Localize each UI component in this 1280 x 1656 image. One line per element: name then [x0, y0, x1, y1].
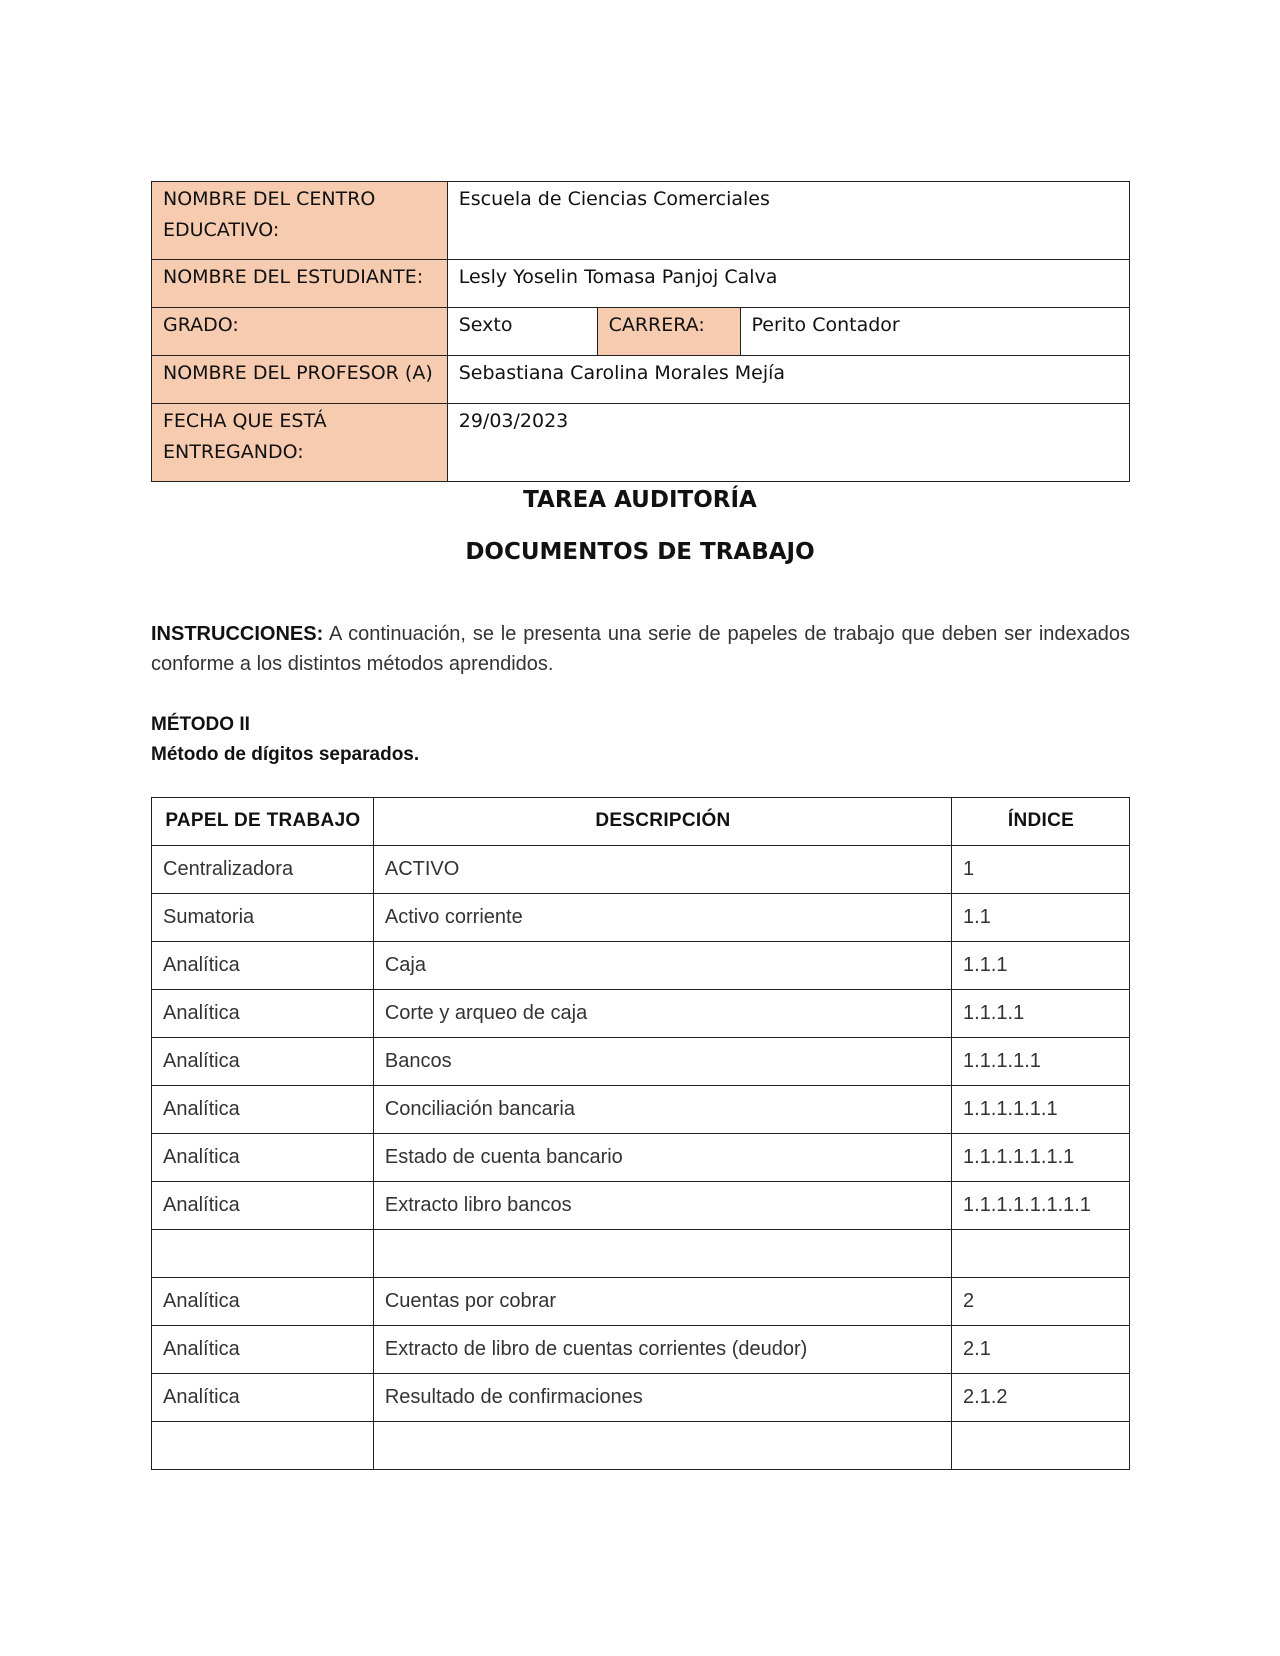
index-table-header-row [152, 798, 1130, 846]
cell-descripcion: Cuentas por cobrar [373, 1278, 951, 1326]
table-row [152, 894, 1130, 942]
cell-indice: 2.1 [952, 1326, 1130, 1374]
cell-descripcion: Activo corriente [373, 894, 951, 942]
cell-papel: Analítica [152, 1326, 374, 1374]
cell-descripcion: Conciliación bancaria [373, 1086, 951, 1134]
grade-label: GRADO: [152, 308, 448, 356]
student-info-table [151, 181, 1130, 482]
career-label: CARRERA: [597, 308, 740, 356]
cell-papel: Analítica [152, 1134, 374, 1182]
cell-papel: Analítica [152, 1086, 374, 1134]
header-indice: ÍNDICE [952, 798, 1130, 846]
student-label: NOMBRE DEL ESTUDIANTE: [152, 260, 448, 308]
table-row [152, 990, 1130, 1038]
teacher-row [152, 356, 1130, 404]
cell-descripcion: Resultado de confirmaciones [373, 1374, 951, 1422]
cell-descripcion [373, 1422, 951, 1470]
cell-papel: Centralizadora [152, 846, 374, 894]
cell-indice: 1.1.1.1 [952, 990, 1130, 1038]
table-row [152, 1086, 1130, 1134]
cell-indice: 1.1.1 [952, 942, 1130, 990]
teacher-value: Sebastiana Carolina Morales Mejía [447, 356, 1129, 404]
sub-title: DOCUMENTOS DE TRABAJO [465, 539, 815, 565]
school-label: NOMBRE DEL CENTRO EDUCATIVO: [152, 182, 448, 260]
cell-indice: 2.1.2 [952, 1374, 1130, 1422]
header-papel: PAPEL DE TRABAJO [152, 798, 374, 846]
cell-descripcion: Bancos [373, 1038, 951, 1086]
career-value: Perito Contador [740, 308, 1129, 356]
table-row [152, 1134, 1130, 1182]
cell-papel: Analítica [152, 990, 374, 1038]
instructions-text: A continuación, se le presenta una serie de papeles de trabajo que deben ser indexados conforme a los distintos métodos aprendidos. [151, 623, 1130, 675]
grade-row [152, 308, 1130, 356]
table-row [152, 1230, 1130, 1278]
table-row [152, 942, 1130, 990]
cell-papel [152, 1230, 374, 1278]
student-value: Lesly Yoselin Tomasa Panjoj Calva [447, 260, 1129, 308]
cell-indice: 2 [952, 1278, 1130, 1326]
table-row [152, 1422, 1130, 1470]
cell-papel: Analítica [152, 942, 374, 990]
date-label: FECHA QUE ESTÁ ENTREGANDO: [152, 404, 448, 482]
school-value: Escuela de Ciencias Comerciales [447, 182, 1129, 260]
method-heading [151, 710, 419, 770]
date-value: 29/03/2023 [447, 404, 1129, 482]
cell-indice: 1.1 [952, 894, 1130, 942]
table-row [152, 1326, 1130, 1374]
header-descripcion: DESCRIPCIÓN [373, 798, 951, 846]
cell-descripcion [373, 1230, 951, 1278]
table-row [152, 1374, 1130, 1422]
table-row [152, 1182, 1130, 1230]
cell-papel [152, 1422, 374, 1470]
cell-descripcion: Extracto libro bancos [373, 1182, 951, 1230]
cell-papel: Sumatoria [152, 894, 374, 942]
cell-indice: 1.1.1.1.1.1.1.1 [952, 1182, 1130, 1230]
method-description: Método de dígitos separados. [151, 744, 420, 765]
cell-descripcion: Extracto de libro de cuentas corrientes (deudor) [373, 1326, 951, 1374]
cell-indice [952, 1422, 1130, 1470]
instructions-lead: INSTRUCCIONES: [151, 623, 324, 645]
table-row [152, 1038, 1130, 1086]
main-title: TAREA AUDITORÍA [523, 487, 757, 513]
table-row [152, 1278, 1130, 1326]
teacher-label: NOMBRE DEL PROFESOR (A) [152, 356, 448, 404]
school-row [152, 182, 1130, 260]
cell-descripcion: Estado de cuenta bancario [373, 1134, 951, 1182]
table-row [152, 846, 1130, 894]
grade-value: Sexto [447, 308, 597, 356]
index-table [151, 797, 1130, 1470]
method-name: MÉTODO II [151, 714, 250, 735]
cell-indice: 1.1.1.1.1.1 [952, 1086, 1130, 1134]
cell-papel: Analítica [152, 1374, 374, 1422]
student-row [152, 260, 1130, 308]
cell-indice [952, 1230, 1130, 1278]
cell-descripcion: Caja [373, 942, 951, 990]
cell-descripcion: ACTIVO [373, 846, 951, 894]
instructions-paragraph [151, 619, 1130, 679]
cell-papel: Analítica [152, 1278, 374, 1326]
cell-papel: Analítica [152, 1182, 374, 1230]
cell-indice: 1.1.1.1.1 [952, 1038, 1130, 1086]
cell-papel: Analítica [152, 1038, 374, 1086]
cell-indice: 1 [952, 846, 1130, 894]
cell-indice: 1.1.1.1.1.1.1 [952, 1134, 1130, 1182]
cell-descripcion: Corte y arqueo de caja [373, 990, 951, 1038]
date-row [152, 404, 1130, 482]
